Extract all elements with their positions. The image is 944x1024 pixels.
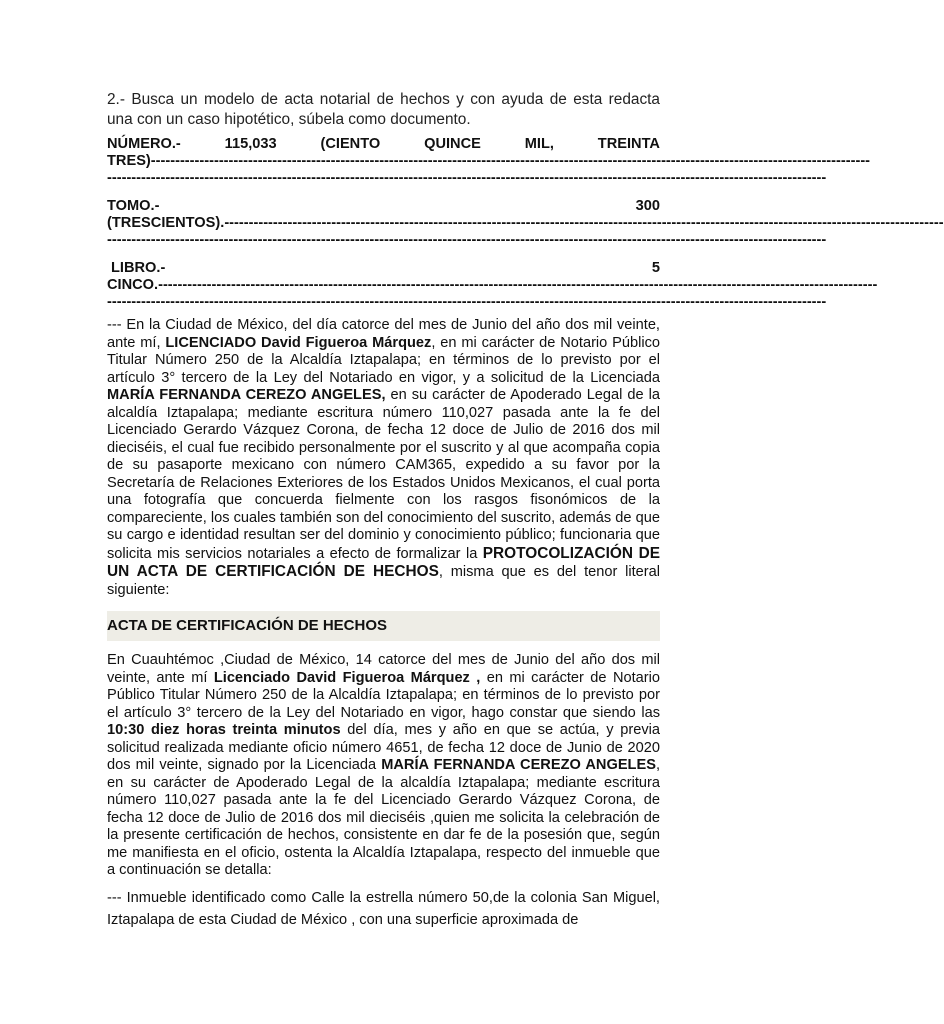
text-run: , en su carácter de Apoderado Legal de la alcaldía Iztapalapa; mediante escritura número 110,027 pasada ante la fe del Licenciado Gerardo Vázquez Corona, de fecha 12 doce de Julio de 2016 dos mil dieciséis ,quien me solicita la celebración de la presente certificación de hechos, consistente en dar fe de la posesión que, según me manifiesta en el oficio, ostenta la Alcaldía Iztapalapa, respecto del inmueble que a continuación se detalla: <box>107 757 661 878</box>
tomo-dash-line-1 <box>107 215 944 232</box>
text-run: en mi carácter de Notario Público Titular Número 250 de la Alcaldía Iztapalapa; en términos de lo previsto por el artículo 3° tercero de la Ley del Notariado en vigor, hago constar que siendo las <box>107 669 660 721</box>
numero-row <box>107 136 660 153</box>
dash-fill: ---------------------------------------------------------------------------------------------------------------------------------------------------- <box>150 153 871 169</box>
libro-dash-line-2: ---------------------------------------------------------------------------------------------------------------------------------------------------- <box>107 294 827 310</box>
time-statement: 10:30 diez horas treinta minutos <box>107 722 341 738</box>
libro-dash-line-1 <box>107 277 878 294</box>
section-title: ACTA DE CERTIFICACIÓN DE HECHOS <box>107 611 660 641</box>
tomo-row <box>107 198 660 215</box>
libro-value: 5 <box>651 260 660 276</box>
text-run: en su carácter de Apoderado Legal de la alcaldía Iztapalapa; mediante escritura número 110,027 pasada ante la fe del Licenciado Gerardo Vázquez Corona, de fecha 12 doce de Julio de 2016 dos mil dieciséis, el cual fue recibido personalmente por el suscrito y al que acompaña copia de su pasaporte mexicano con número CAM365, expedido a su favor por la Secretaría de Relaciones Exteriores de los Estados Unidos Mexicanos, el cual porta una fotografía que concuerda fielmente con los rasgos fisonómicos de la compareciente, los cuales también son del conocimiento del suscrito, además de que su cargo e identidad resultan ser del dominio y conocimiento público; funcionaria que solicita mis servicios notariales a efecto de formalizar la <box>107 387 660 562</box>
tomo-dash-line-2: ---------------------------------------------------------------------------------------------------------------------------------------------------- <box>107 232 827 248</box>
applicant-name: MARÍA FERNANDA CEREZO ANGELES <box>381 757 656 773</box>
applicant-name: MARÍA FERNANDA CEREZO ANGELES, <box>107 387 386 403</box>
property-paragraph: --- Inmueble identificado como Calle la estrella número 50,de la colonia San Miguel, Iztapalapa de esta Ciudad de México , con una superficie aproximada de <box>107 889 660 928</box>
document-page <box>107 90 944 931</box>
libro-label: LIBRO.- <box>111 260 166 276</box>
protocolization-title: PROTOCOLIZACIÓN DE UN ACTA DE CERTIFICACIÓN DE HECHOS <box>107 544 660 580</box>
dash-fill: ---------------------------------------------------------------------------------------------------------------------------------------------------- <box>224 215 944 231</box>
tomo-header <box>107 198 944 249</box>
tomo-value: 300 <box>635 198 660 214</box>
tomo-words: (TRESCIENTOS). <box>107 215 225 231</box>
numero-label: NÚMERO.- <box>107 136 181 152</box>
numero-value: 115,033 <box>224 136 277 152</box>
numero-words-5: TRES) <box>107 153 151 169</box>
libro-header <box>107 260 878 311</box>
assignment-instruction: 2.- Busca un modelo de acta notarial de hechos y con ayuda de esta redacta una con un caso hipotético, súbela como documento. <box>107 91 660 128</box>
text-run: --- En la Ciudad de México, del día catorce del mes de Junio del año dos mil veinte, ante mí, <box>107 317 660 351</box>
tomo-label: TOMO.- <box>107 198 160 214</box>
certification-paragraph <box>107 652 660 880</box>
numero-words-2: QUINCE <box>424 136 481 152</box>
numero-dash-line-2: ---------------------------------------------------------------------------------------------------------------------------------------------------- <box>107 170 827 186</box>
text-run: En Cuauhtémoc ,Ciudad de México, 14 catorce del mes de Junio del año dos mil veinte, ante mí <box>107 652 660 686</box>
numero-header <box>107 136 871 187</box>
text-run: , misma que es del tenor literal siguiente: <box>107 564 660 598</box>
libro-words: CINCO. <box>107 277 159 293</box>
numero-dash-line-1 <box>107 153 871 170</box>
notary-name: LICENCIADO David Figueroa Márquez <box>165 334 432 351</box>
numero-words-4: TREINTA <box>597 136 660 152</box>
notary-name: Licenciado David Figueroa Márquez , <box>213 669 481 686</box>
dash-fill: ---------------------------------------------------------------------------------------------------------------------------------------------------- <box>158 277 878 293</box>
numero-words-3: MIL, <box>524 136 554 152</box>
libro-row <box>107 260 660 277</box>
numero-words-1: (CIENTO <box>320 136 381 152</box>
text-run: del día, mes y año en que se actúa, y previa solicitud realizada mediante oficio número 4651, de fecha 12 doce de Junio de 2020 dos mil veinte, signado por la Licenciada <box>107 722 660 773</box>
text-run: , en mi carácter de Notario Público Titular Número 250 de la Alcaldía Iztapalapa; en términos de lo previsto por el artículo 3° tercero de la Ley del Notariado en vigor, y a solicitud de la Licenciada <box>107 334 661 386</box>
opening-paragraph <box>107 317 660 599</box>
